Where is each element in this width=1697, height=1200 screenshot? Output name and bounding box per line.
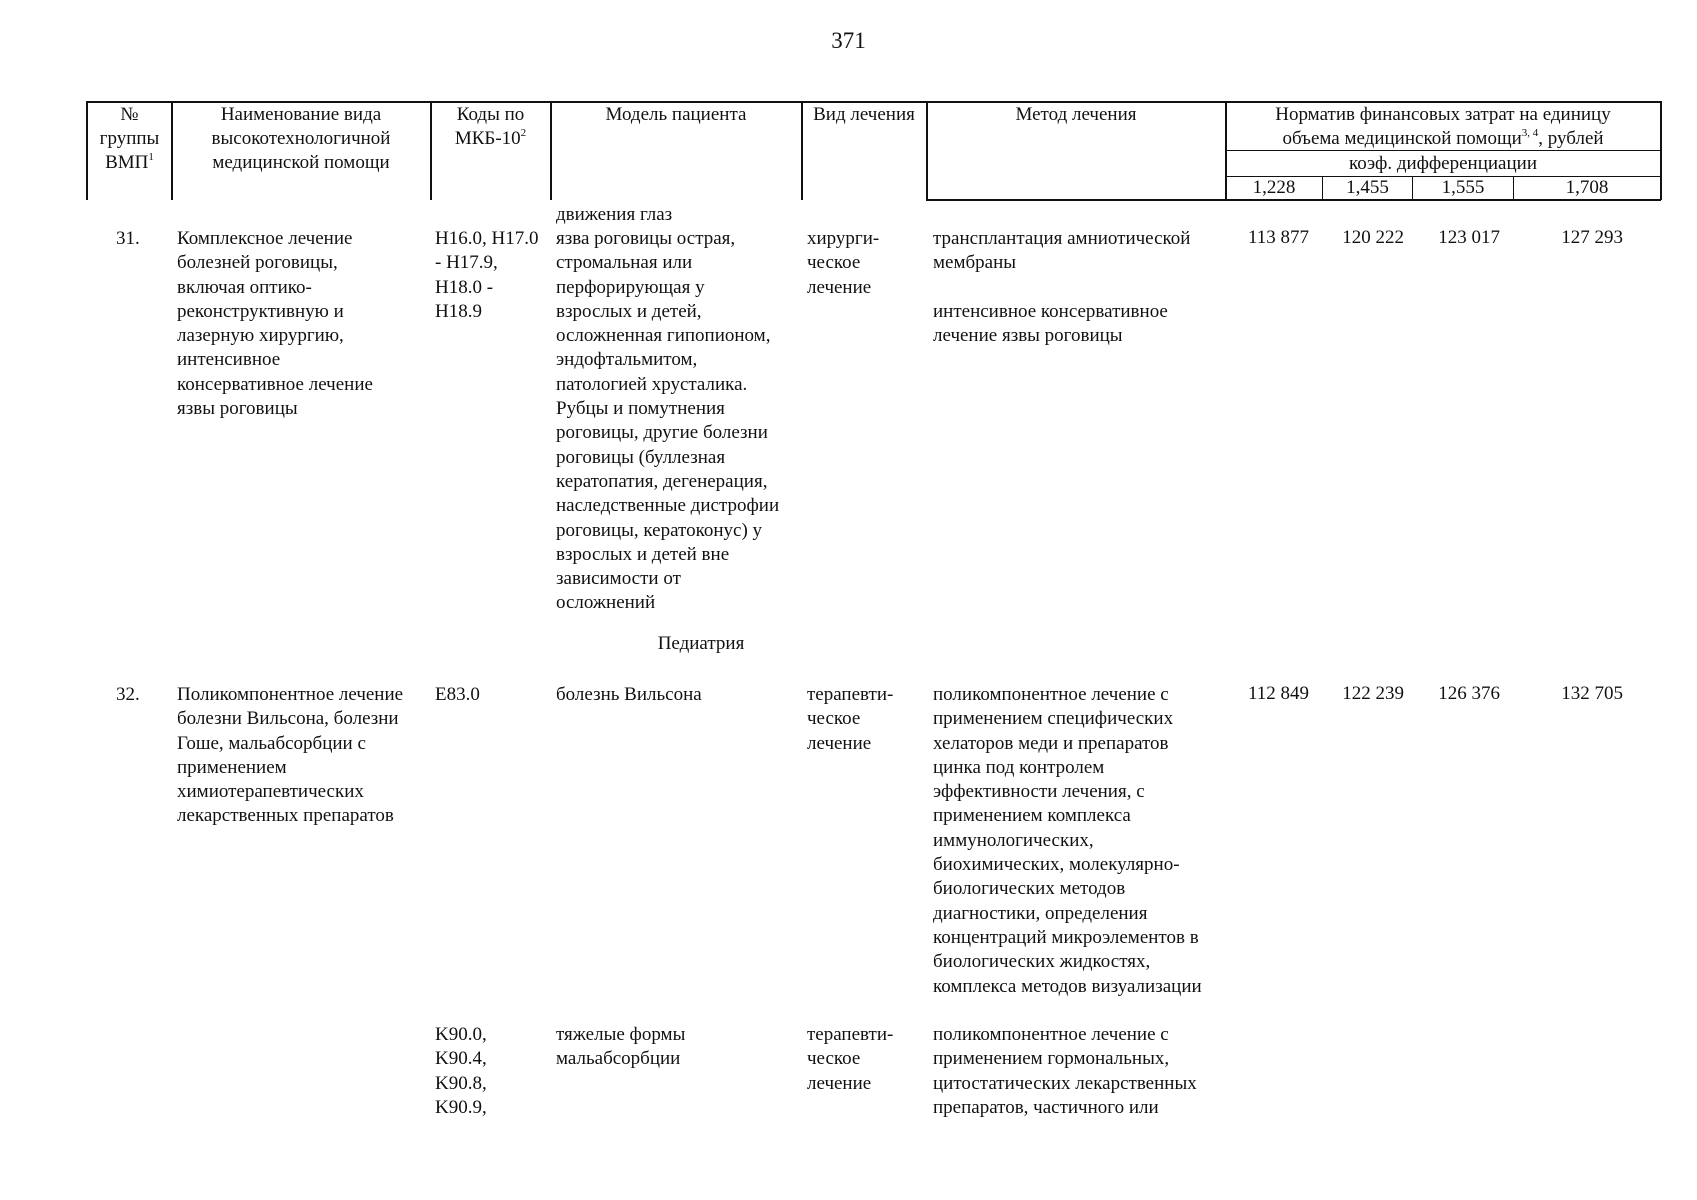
header-coef-1: 1,228 xyxy=(1252,177,1296,198)
row-icd-codes: K90.0, K90.4, K90.8, K90.9, xyxy=(435,1024,487,1118)
header-coef-4: 1,708 xyxy=(1565,177,1609,198)
header-icd-codes: Коды по МКБ-$10^2$ xyxy=(454,104,527,149)
row-value-4: 127 293 xyxy=(1561,227,1623,248)
row-treatment-type: хирурги- ческое лечение xyxy=(807,228,880,298)
header-patient-model: Модель пациента xyxy=(605,104,747,125)
row-value-1: 112 849 xyxy=(1247,683,1309,704)
row-number: 31. xyxy=(116,228,140,249)
row-care-name: Комплексное лечение болезней роговицы, включая оптико- реконструктивную и лазерную хирургию, интенсивное консервативное лечение язвы роговицы xyxy=(177,228,373,420)
header-treatment-type: Вид лечения xyxy=(813,104,915,125)
row-treatment-method: поликомпонентное лечение с применением гормональных, цитостатических лекарственных препаратов, частичного или xyxy=(933,1024,1197,1118)
row-icd-codes: E83.0 xyxy=(435,684,480,705)
row-treatment-type: терапевти- ческое лечение xyxy=(807,684,894,754)
header-financial-norm: Норматив финансовых затрат на единицу объема медицинской помощи$^{3, 4}$, рублей xyxy=(1275,104,1611,149)
row-treatment-type: терапевти- ческое лечение xyxy=(807,1024,894,1094)
row-value-2: 120 222 xyxy=(1342,227,1404,248)
header-coef-2: 1,455 xyxy=(1346,177,1389,198)
row-number: 32. xyxy=(116,684,140,705)
row-care-name: Поликомпонентное лечение болезни Вильсона, болезни Гоше, мальабсорбции с применением химиотерапевтических лекарственных препаратов xyxy=(177,684,404,827)
row-patient-model: язва роговицы острая, стромальная или перфорирующая у взрослых и детей, осложненная гипопионом, эндофтальмитом, патологией хрусталика. Рубцы и помутнения роговицы, другие болезни роговицы (буллезная кератопатия, дегенерация, наследственные дистрофии роговицы, кератоконус) у взрослых и детей вне зависимости от осложнений xyxy=(556,228,780,614)
row-value-3: 123 017 xyxy=(1438,227,1500,248)
page-number: 371 xyxy=(831,28,866,53)
row-patient-model: болезнь Вильсона xyxy=(556,684,702,705)
header-care-name: Наименование вида высокотехнологичной медицинской помощи xyxy=(211,104,391,173)
row-value-2: 122 239 xyxy=(1342,683,1404,704)
row-treatment-method: поликомпонентное лечение с применением специфических хелаторов меди и препаратов цинка под контролем эффективности лечения, с применением комплекса иммунологических, биохимических, молекулярно- биологических методов диагностики, определения концентраций микроэлементов в биологических жидкостях, комплекса методов визуализации xyxy=(933,684,1202,997)
row-patient-model: тяжелые формы мальабсорбции xyxy=(556,1024,686,1070)
section-title: Педиатрия xyxy=(657,633,745,654)
header-coef-label: коэф. дифференциации xyxy=(1348,153,1537,174)
header-treatment-method: Метод лечения xyxy=(1015,104,1137,125)
row-value-4: 132 705 xyxy=(1561,683,1623,704)
row-value-3: 126 376 xyxy=(1438,683,1500,704)
row-treatment-method: трансплантация амниотической мембраны интенсивное консервативное лечение язвы роговицы xyxy=(933,228,1191,347)
carryover-text: движения глаз xyxy=(556,204,673,225)
row-icd-codes: H16.0, H17.0 - H17.9, H18.0 - H18.9 xyxy=(435,228,539,322)
header-group-number: № группы ВМП$^1$ xyxy=(99,104,160,173)
header-coef-3: 1,555 xyxy=(1441,177,1485,198)
row-value-1: 113 877 xyxy=(1247,227,1309,248)
